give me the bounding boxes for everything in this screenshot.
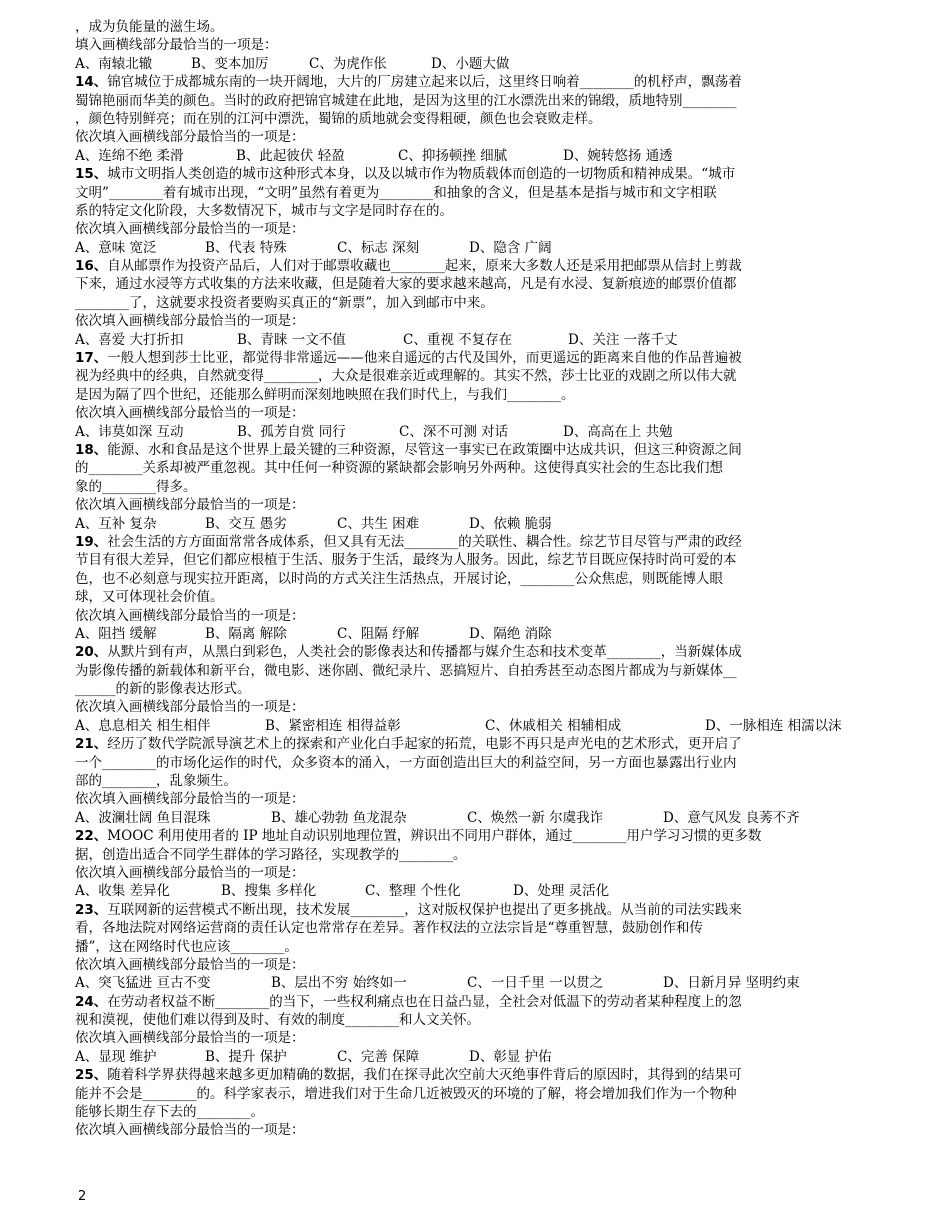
- question-prompt: 依次填入画横线部分最恰当的一项是：: [75, 956, 305, 973]
- question-20-line: 20、从默片到有声，从黑白到彩色，人类社会的影像表达和传播都与媒介生态和技术变革________，当新媒体成: [75, 644, 742, 661]
- text-line: 为影像传播的新载体和新平台，微电影、迷你剧、微纪录片、恶搞短片、自拍秀甚至动态图片都成为与新媒体__: [75, 662, 737, 679]
- question-prompt: 依次填入画横线部分最恰当的一项是：: [75, 497, 305, 514]
- option-d: D、处理 灵活化: [513, 883, 610, 900]
- option-d: D、日新月异 坚明约束: [663, 975, 800, 992]
- options-q20: [75, 717, 885, 735]
- question-19-line: 19、社会生活的方方面面常常各成体系，但又具有无法________的关联性、耦合性。综艺节目尽管与严肃的政经: [75, 533, 742, 550]
- options-q15: [75, 239, 885, 257]
- question-23-line: 23、互联网新的运营模式不断出现，技术发展________，这对版权保护也提出了更多挑战。从当前的司法实践来: [75, 901, 742, 918]
- question-number: 24、: [75, 993, 108, 1010]
- option-d: D、婉转悠扬 通透: [563, 147, 673, 164]
- text-line: 播”，这在网络时代也应该________。: [75, 938, 298, 955]
- option-b: B、隔离 解除: [205, 625, 287, 642]
- option-b: B、搜集 多样化: [221, 883, 317, 900]
- options-q24: [75, 1048, 885, 1066]
- options-q13: [75, 55, 885, 73]
- text-line: ________了，这就要求投资者要购买真正的“新票”，加入到邮市中来。: [75, 294, 494, 311]
- option-a: A、阻挡 缓解: [75, 625, 157, 642]
- option-b: B、孤芳自赏 同行: [237, 423, 346, 440]
- text-line: 一个________的市场化运作的时代，众多资本的涌入，一方面创造出巨大的利益空间，另一方面也暴露出行业内: [75, 754, 737, 771]
- option-c: C、重视 不复存在: [403, 331, 513, 348]
- question-24-line: 24、在劳动者权益不断________的当下，一些权利痛点也在日益凸显，全社会对低温下的劳动者某种程度上的忽: [75, 993, 742, 1010]
- option-a: A、意味 宽泛: [75, 239, 157, 256]
- question-prompt: 依次填入画横线部分最恰当的一项是：: [75, 129, 305, 146]
- question-number: 15、: [75, 166, 108, 183]
- question-prompt: 依次填入画横线部分最恰当的一项是：: [75, 405, 305, 422]
- text-line: 看，各地法院对网络运营商的责任认定也常常存在差异。著作权法的立法宗旨是“尊重智慧，鼓励创作和传: [75, 920, 703, 937]
- question-number: 19、: [75, 533, 108, 550]
- text-line: ，颜色特别鲜亮；而在别的江河中漂洗，蜀锦的质地就会变得粗硬，颜色也会衰败走样。: [75, 110, 602, 127]
- options-q17: [75, 423, 885, 441]
- option-a: A、互补 复杂: [75, 515, 157, 532]
- question-number: 23、: [75, 901, 108, 918]
- option-c: C、共生 困难: [337, 515, 420, 532]
- options-q23: [75, 974, 885, 992]
- question-18-line: 18、能源、水和食品是这个世界上最关键的三种资源，尽管这一事实已在政策圈中达成共识，但这三种资源之间: [75, 441, 742, 458]
- question-25-line: 25、随着科学界获得越来越多更加精确的数据，我们在探寻此次空前大灭绝事件背后的原因时，其得到的结果可: [75, 1067, 742, 1084]
- option-b: B、紧密相连 相得益彰: [265, 717, 401, 734]
- option-d: D、一脉相连 相濡以沫: [705, 717, 842, 734]
- question-prompt: 依次填入画横线部分最恰当的一项是：: [75, 313, 305, 330]
- option-d: D、隔绝 消除: [469, 625, 552, 642]
- text-line: 是因为隔了四个世纪，还能那么鲜明而深刻地映照在我们时代上，与我们________。: [75, 386, 575, 403]
- question-prompt: 依次填入画横线部分最恰当的一项是：: [75, 864, 305, 881]
- option-a: A、突飞猛进 亘古不变: [75, 975, 211, 992]
- options-q19: [75, 625, 885, 643]
- option-d: D、隐含 广阔: [469, 239, 552, 256]
- option-c: C、阻隔 纾解: [337, 625, 420, 642]
- question-16-line: 16、自从邮票作为投资产品后，人们对于邮票收藏也________起来，原来大多数人还是采用把邮票从信封上剪裁: [75, 258, 742, 275]
- text-line: 色，也不必刻意与现实拉开距离，以时尚的方式关注生活热点，开展讨论，________公众焦虑，则既能博人眼: [75, 570, 723, 587]
- option-c: C、深不可测 对话: [399, 423, 509, 440]
- question-number: 25、: [75, 1067, 108, 1084]
- option-b: B、变本加厉: [191, 55, 269, 72]
- option-a: A、息息相关 相生相伴: [75, 717, 211, 734]
- text-line: 视和漠视，使他们难以得到及时、有效的制度________和人文关怀。: [75, 1012, 480, 1029]
- text-line: 球，又可体现社会价值。: [75, 589, 224, 606]
- question-15-line: 15、城市文明指人类创造的城市这种形式本身，以及以城市作为物质载体而创造的一切物质和精神成果。“城市: [75, 166, 736, 183]
- option-d: D、关注 一落千丈: [568, 331, 678, 348]
- question-17-line: 17、一般人想到莎士比亚，都觉得非常遥远——他来自遥远的古代及国外，而更遥远的距离来自他的作品普遍被: [75, 350, 742, 367]
- question-22-line: 22、MOOC 利用使用者的 IP 地址自动识别地理位置，辨识出不同用户群体，通过________用户学习习惯的更多数: [75, 828, 762, 845]
- option-b: B、提升 保护: [205, 1048, 287, 1065]
- text-line: 部的________，乱象频生。: [75, 773, 237, 790]
- option-a: A、显现 维护: [75, 1048, 157, 1065]
- option-a: A、连绵不绝 柔滑: [75, 147, 184, 164]
- option-a: A、波澜壮阔 鱼目混珠: [75, 809, 211, 826]
- option-b: B、青睐 一文不值: [237, 331, 346, 348]
- option-c: C、抑扬顿挫 细腻: [398, 147, 508, 164]
- question-number: 14、: [75, 74, 108, 91]
- option-c: C、整理 个性化: [365, 883, 461, 900]
- options-q14: [75, 147, 885, 165]
- question-prompt: 依次填入画横线部分最恰当的一项是：: [75, 1122, 305, 1139]
- question-prompt: 依次填入画横线部分最恰当的一项是：: [75, 791, 305, 808]
- text-line: 能够长期生存下去的________。: [75, 1104, 264, 1121]
- option-d: D、小题大做: [431, 55, 510, 72]
- options-q22: [75, 882, 885, 900]
- question-number: 17、: [75, 350, 108, 367]
- text-line: 象的________得多。: [75, 478, 197, 495]
- question-prompt: 依次填入画横线部分最恰当的一项是：: [75, 1030, 305, 1047]
- text-line: 蜀锦艳丽而华美的颜色。当时的政府把锦官城建在此地，是因为这里的江水漂洗出来的锦缎，质地特别________: [75, 92, 737, 109]
- option-c: C、为虎作伥: [309, 55, 387, 72]
- options-q16: [75, 331, 885, 349]
- question-number: 21、: [75, 736, 108, 753]
- option-a: A、喜爱 大打折扣: [75, 331, 184, 348]
- option-c: C、焕然一新 尔虞我诈: [467, 809, 604, 826]
- options-q18: [75, 515, 885, 533]
- text-line: 视为经典中的经典，自然就变得________，大众是很难亲近或理解的。其实不然，莎士比亚的戏剧之所以伟大就: [75, 368, 737, 385]
- question-prompt: 依次填入画横线部分最恰当的一项是：: [75, 699, 305, 716]
- text-line: 文明”________着有城市出现，“文明”虽然有着更为________和抽象的含义，但是基本是指与城市和文字相联: [75, 184, 717, 201]
- option-d: D、依赖 脆弱: [469, 515, 552, 532]
- option-d: D、彰显 护佑: [469, 1048, 552, 1065]
- document-body: [75, 18, 885, 1140]
- page-number: 2: [78, 1189, 87, 1204]
- question-prompt: 依次填入画横线部分最恰当的一项是：: [75, 221, 305, 238]
- text-line: 下来，通过水浸等方式收集的方法来收藏，但是随着大家的要求越来越高，凡是有水浸、复新痕迹的邮票价值都: [75, 276, 737, 293]
- question-number: 16、: [75, 258, 108, 275]
- text-line: 的________关系却被严重忽视。其中任何一种资源的紧缺都会影响另外两种。这使得真实社会的生态比我们想: [75, 460, 723, 477]
- option-c: C、完善 保障: [337, 1048, 420, 1065]
- option-c: C、一日千里 一以贯之: [467, 975, 604, 992]
- option-c: C、休戚相关 相辅相成: [485, 717, 622, 734]
- option-d: D、意气风发 良莠不齐: [663, 809, 800, 826]
- option-b: B、交互 愚劣: [205, 515, 287, 532]
- option-a: A、讳莫如深 互动: [75, 423, 184, 440]
- option-b: B、层出不穷 始终如一: [271, 975, 407, 992]
- option-b: B、此起彼伏 轻盈: [236, 147, 345, 164]
- text-line: 系的特定文化阶段，大多数情况下，城市与文字是同时存在的。: [75, 202, 453, 219]
- option-a: A、收集 差异化: [75, 883, 171, 900]
- option-b: B、雄心勃勃 鱼龙混杂: [271, 809, 407, 826]
- option-b: B、代表 特殊: [205, 239, 287, 256]
- text-line: ______的新的影像表达形式。: [75, 681, 251, 698]
- text-line: 能并不会是________的。科学家表示，增进我们对于生命几近被毁灭的环境的了解，将会增加我们作为一个物种: [75, 1085, 737, 1102]
- text-line: 据，创造出适合不同学生群体的学习路径，实现教学的________。: [75, 846, 467, 863]
- question-number: 22、: [75, 828, 108, 845]
- options-q21: [75, 809, 885, 827]
- question-prompt: 填入画横线部分最恰当的一项是：: [75, 37, 278, 54]
- option-c: C、标志 深刻: [337, 239, 420, 256]
- question-prompt: 依次填入画横线部分最恰当的一项是：: [75, 607, 305, 624]
- text-line: 节目有很大差异，但它们都应根植于生活、服务于生活，最终为人服务。因此，综艺节目既应保持时尚可爱的本: [75, 552, 737, 569]
- option-a: A、南辕北辙: [75, 55, 153, 72]
- option-d: D、高高在上 共勉: [563, 423, 673, 440]
- question-number: 20、: [75, 644, 108, 661]
- question-21-line: 21、经历了数代学院派导演艺术上的探索和产业化白手起家的拓荒，电影不再只是声光电的艺术形式，更开启了: [75, 736, 742, 753]
- question-14-line: 14、锦官城位于成都城东南的一块开阔地，大片的厂房建立起来以后，这里终日响着________的机杼声，飘荡着: [75, 74, 742, 91]
- question-number: 18、: [75, 441, 108, 458]
- text-line: ，成为负能量的滋生场。: [75, 19, 224, 35]
